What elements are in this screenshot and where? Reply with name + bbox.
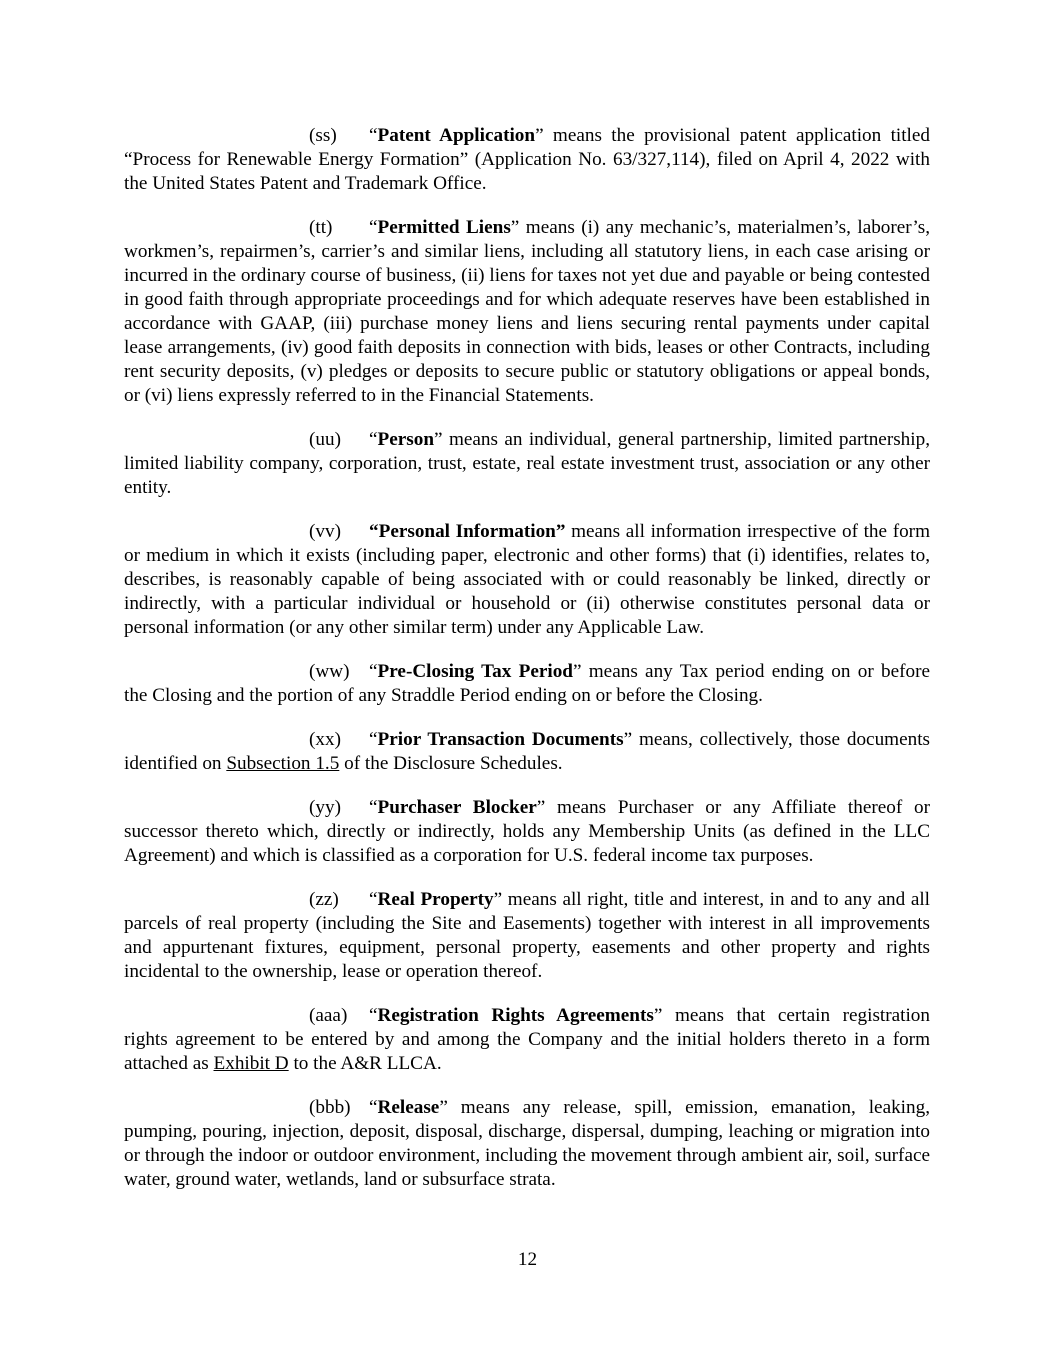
definition-text: means that certain registration rights agreement to be entered by and among the Company and the initial holders thereto in a form attached as <box>124 1005 930 1074</box>
definition-release: (bbb) “Release” means any release, spill, emission, emanation, leaking, pumping, pouring, injection, deposit, disposal, discharge, dispersal, dumping, leaching or migration into or through the indoor or outdoor environment, including the movement through ambient air, soil, surface water, ground water, wetlands, land or subsurface strata. <box>124 1097 930 1190</box>
defined-term: Permitted Liens <box>377 217 511 238</box>
section-marker: (vv) <box>309 521 341 542</box>
defined-term: Registration Rights Agreements <box>377 1005 654 1026</box>
definition-personal-information <box>124 520 930 640</box>
definition-text: means an individual, general partnership, limited partnership, limited liability company, corporation, trust, estate, real estate investment trust, association or any other entity. <box>124 429 930 498</box>
defined-term: Release <box>377 1097 440 1118</box>
section-marker: (bbb) <box>309 1097 351 1118</box>
definition-prior-transaction-documents: (xx) “Prior Transaction Documents” means, collectively, those documents identified on Subsection 1.5 of the Disclosure Schedules. <box>124 729 930 774</box>
defined-term: Pre-Closing Tax Period <box>377 661 573 682</box>
definition-text: means, collectively, those documents identified on <box>124 729 930 774</box>
definition-text-end: of the Disclosure Schedules. <box>339 753 563 774</box>
document-page <box>124 124 930 1192</box>
defined-term: “Personal Information” <box>369 521 566 542</box>
definition-real-property: (zz) “Real Property” means all right, title and interest, in and to any and all parcels of real property (including the Site and Easements) together with interest in all improvements and appurtenant fixtures, equipment, personal property, easements and other property and rights incidental to the ownership, lease or operation thereof. <box>124 889 931 982</box>
section-marker: (ss) <box>309 125 337 146</box>
definition-text: means any release, spill, emission, emanation, leaking, pumping, pouring, injection, deposit, disposal, discharge, dispersal, dumping, leaching or migration into or through the indoor or outdoor environment, including the movement through ambient air, soil, surface water, ground water, wetlands, land or subsurface strata. <box>124 1097 930 1190</box>
definition-permitted-liens: (tt) “Permitted Liens” means (i) any mechanic’s, materialmen’s, laborer’s, workmen’s, repairmen’s, carrier’s and similar liens, including all statutory liens, in each case arising or incurred in the ordinary course of business, (ii) liens for taxes not yet due and payable or being contested in good faith through appropriate proceedings and for which adequate reserves have been established in accordance with GAAP, (iii) purchase money liens and liens securing rental payments under capital lease arrangements, (iv) good faith deposits in connection with bids, leases or other Contracts, including rent security deposits, (v) pledges or deposits to secure public or statutory obligations or appeal bonds, or (vi) liens expressly referred to in the Financial Statements. <box>124 217 930 406</box>
defined-term: Real Property <box>377 889 494 910</box>
definition-purchaser-blocker: (yy) “Purchaser Blocker” means Purchaser or any Affiliate thereof or successor thereto which, directly or indirectly, holds any Membership Units (as defined in the LLC Agreement) and which is classified as a corporation for U.S. federal income tax purposes. <box>124 797 930 866</box>
section-marker: (tt) <box>309 217 333 238</box>
defined-term: Prior Transaction Documents <box>377 729 624 750</box>
section-marker: (ww) <box>309 661 350 682</box>
defined-term: Person <box>377 429 435 450</box>
definition-text: means Purchaser or any Affiliate thereof or successor thereto which, directly or indirectly, holds any Membership Units (as defined in the LLC Agreement) and which is classified as a corporation for U.S. federal income tax purposes. <box>124 797 930 866</box>
section-marker: (xx) <box>309 729 341 750</box>
section-marker: (aaa) <box>309 1005 348 1026</box>
definition-registration-rights-agreements: (aaa) “Registration Rights Agreements” means that certain registration rights agreement to be entered by and among the Company and the initial holders thereto in a form attached as Exhibit D to the A&R LLCA. <box>124 1005 930 1074</box>
definition-patent-application: (ss) “Patent Application” means the provisional patent application titled “Process for Renewable Energy Formation” (Application No. 63/327,114), filed on April 4, 2022 with the United States Patent and Trademark Office. <box>124 125 930 194</box>
exhibit-reference-link[interactable]: Exhibit D <box>213 1053 289 1074</box>
definition-text-end: to the A&R LLCA. <box>288 1053 442 1074</box>
definition-pre-closing-tax-period: (ww) “Pre-Closing Tax Period” means any Tax period ending on or before the Closing and the portion of any Straddle Period ending on or before the Closing. <box>124 661 930 706</box>
section-marker: (yy) <box>309 797 341 818</box>
definition-text: means all right, title and interest, in and to any and all parcels of real property (including the Site and Easements) together with interest in all improvements and appurtenant fixtures, equipment, personal property, easements and other property and rights incidental to the ownership, lease or operation thereof. <box>124 889 931 982</box>
section-marker: (zz) <box>309 889 339 910</box>
defined-term: Purchaser Blocker <box>377 797 537 818</box>
definition-text: means (i) any mechanic’s, materialmen’s, laborer’s, workmen’s, repairmen’s, carrier’s and similar liens, including all statutory liens, in each case arising or incurred in the ordinary course of business, (ii) liens for taxes not yet due and payable or being contested in good faith through appropriate proceedings and for which adequate reserves have been established in accordance with GAAP, (iii) purchase money liens and liens securing rental payments under capital lease arrangements, (iv) good faith deposits in connection with bids, leases or other Contracts, including rent security deposits, (v) pledges or deposits to secure public or statutory obligations or appeal bonds, or (vi) liens expressly referred to in the Financial Statements. <box>124 217 930 406</box>
definition-text: means all information irrespective of the form or medium in which it exists (including paper, electronic and other forms) that (i) identifies, relates to, describes, is reasonably capable of being associated with or could reasonably be linked, directly or indirectly, with a particular individual or household or (ii) otherwise constitutes personal data or personal information (or any other similar term) under any Applicable Law. <box>124 521 930 638</box>
defined-term: Patent Application <box>377 125 536 146</box>
section-marker: (uu) <box>309 429 341 450</box>
definition-text: means any Tax period ending on or before the Closing and the portion of any Straddle Period ending on or before the Closing. <box>124 661 930 706</box>
page-number: 12 <box>517 1249 538 1270</box>
definition-person: (uu) “Person” means an individual, general partnership, limited partnership, limited liability company, corporation, trust, estate, real estate investment trust, association or any other entity. <box>124 429 930 498</box>
definition-text: means the provisional patent application titled “Process for Renewable Energy Formation” (Application No. 63/327,114), filed on April 4, 2022 with the United States Patent and Trademark Office. <box>124 125 930 194</box>
subsection-reference-link[interactable]: Subsection 1.5 <box>226 753 340 774</box>
